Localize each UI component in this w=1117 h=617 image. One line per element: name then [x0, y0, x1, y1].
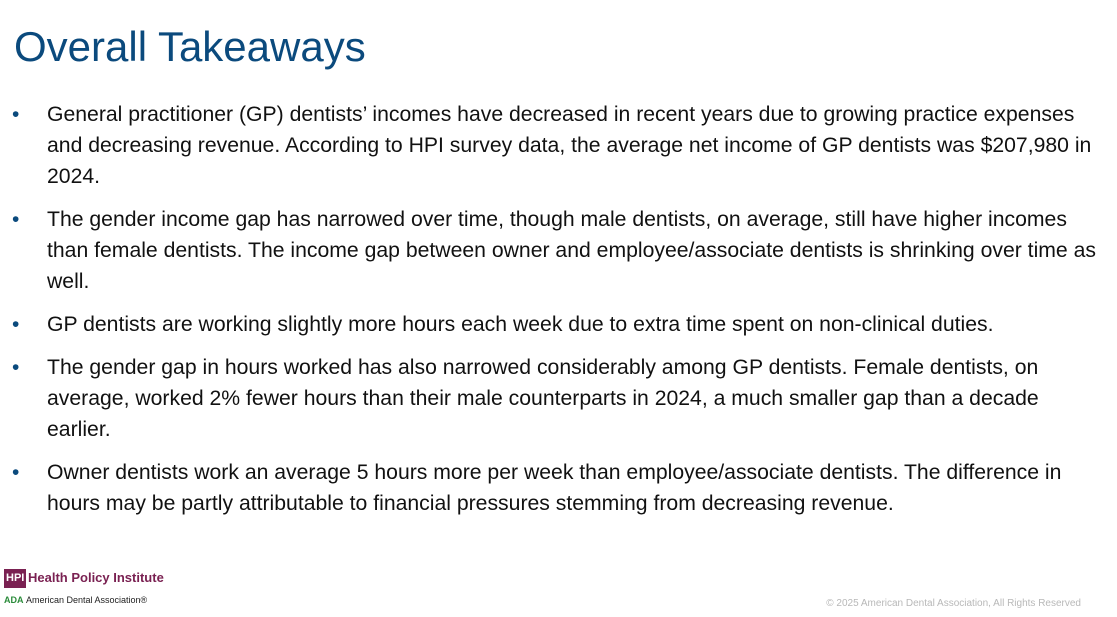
list-item [12, 457, 1104, 519]
bullet-icon: • [12, 461, 20, 484]
bullet-text: GP dentists are working slightly more hours each week due to extra time spent on non-clinical duties. [47, 313, 994, 336]
list-item [12, 309, 1104, 340]
list-item [12, 204, 1104, 297]
hpi-logo-mark: HPI [4, 569, 26, 588]
bullet-icon: • [12, 208, 20, 231]
hpi-ada-logo [4, 568, 204, 608]
bullet-text: The gender income gap has narrowed over time, though male dentists, on average, still have higher incomes than female dentists. The income gap between owner and employee/associate dentists is shrinking over time as well. [47, 208, 1096, 293]
ada-logo-name: American Dental Association® [26, 595, 148, 605]
bullet-icon: • [12, 356, 20, 379]
list-item [12, 99, 1104, 192]
copyright-notice: © 2025 American Dental Association, All Rights Reserved [826, 598, 1081, 609]
list-item [12, 352, 1104, 445]
hpi-logo-name: Health Policy Institute [28, 570, 164, 585]
bullet-text: General practitioner (GP) dentists’ incomes have decreased in recent years due to growing practice expenses and decreasing revenue. According to HPI survey data, the average net income of GP dentists was $207,980 in 2024. [47, 103, 1092, 188]
bullet-text: Owner dentists work an average 5 hours more per week than employee/associate dentists. The difference in hours may be partly attributable to financial pressures stemming from decreasing revenue. [47, 461, 1062, 515]
ada-logo-mark: ADA [4, 595, 24, 605]
bullet-icon: • [12, 313, 20, 336]
bullet-text: The gender gap in hours worked has also narrowed considerably among GP dentists. Female dentists, on average, worked 2% fewer hours than their male counterparts in 2024, a much smaller gap than a decade earlier. [47, 356, 1039, 441]
takeaways-list [12, 99, 1104, 531]
bullet-icon: • [12, 103, 20, 126]
page-title: Overall Takeaways [14, 23, 366, 70]
